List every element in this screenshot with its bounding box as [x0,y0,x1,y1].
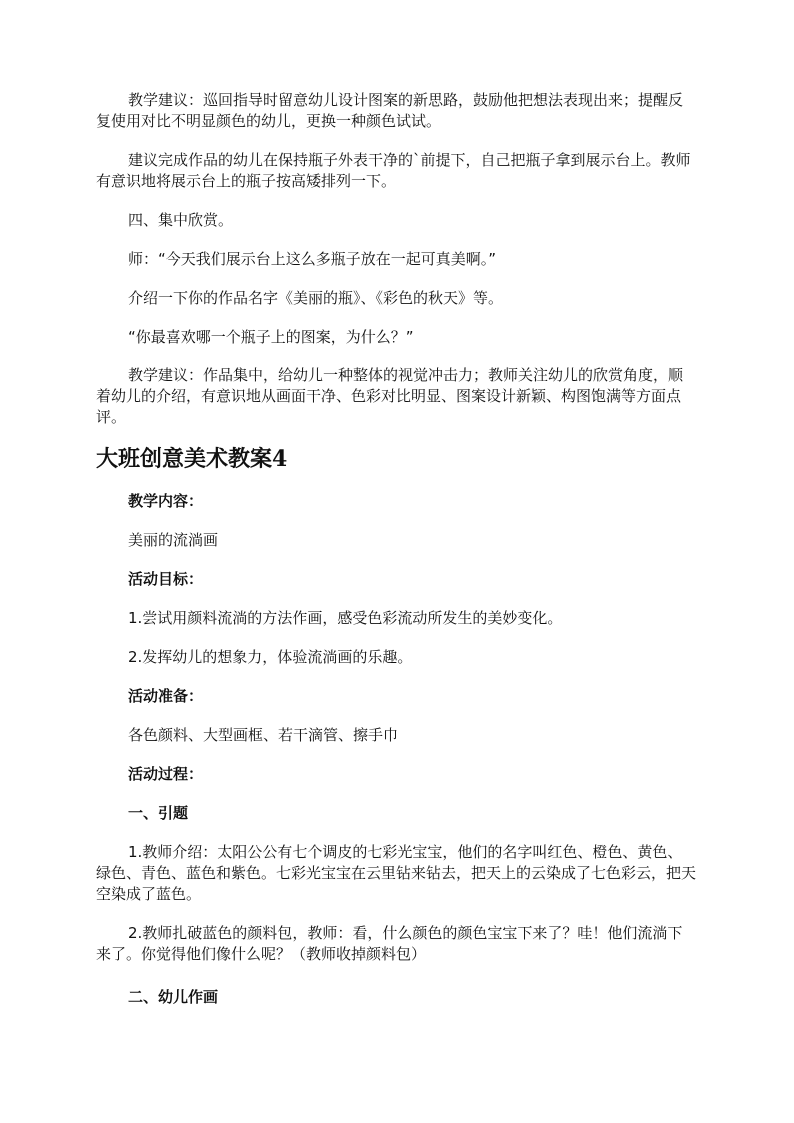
paragraph-teaching-suggestion-2: 教学建议：作品集中，给幼儿一种整体的视觉冲击力；教师关注幼儿的欣赏角度，顺着幼儿的介绍，有意识地从画面干净、色彩对比明显、图案设计新颖、构图饱满等方面点评。 [96,366,684,426]
step-one-item-2: 2.教师扎破蓝色的颜料包，教师：看，什么颜色的颜色宝宝下来了？哇！他们流淌下来了。你觉得他们像什么呢？（教师收掉颜料包） [96,924,683,963]
paragraph-teaching-suggestion-1: 教学建议：巡回指导时留意幼儿设计图案的新思路，鼓励他把想法表现出来；提醒反复使用对比不明显颜色的幼儿，更换一种颜色试试。 [96,91,684,130]
paragraph-favorite-question: “你最喜欢哪一个瓶子上的图案，为什么？” [128,328,414,346]
step-two-heading: 二、幼儿作画 [128,988,219,1006]
document-page [96,90,696,1008]
step-one-heading: 一、引题 [128,804,189,822]
preparation-text: 各色颜料、大型画框、若干滴管、擦手巾 [128,726,399,744]
teaching-content-text: 美丽的流淌画 [128,531,219,549]
label-activity-preparation: 活动准备： [128,687,204,705]
goal-item-2: 2.发挥幼儿的想象力，体验流淌画的乐趣。 [128,648,413,666]
paragraph-step-four: 四、集中欣赏。 [128,211,234,229]
label-activity-process: 活动过程： [128,765,204,783]
step-one-item-1: 1.教师介绍：太阳公公有七个调皮的七彩光宝宝，他们的名字叫红色、橙色、黄色、绿色、青色、蓝色和紫色。七彩光宝宝在云里钻来钻去，把天上的云染成了七色彩云，把天空染成了蓝色。 [96,843,697,903]
paragraph-display-suggestion: 建议完成作品的幼儿在保持瓶子外表干净的`前提下，自己把瓶子拿到展示台上。教师有意识地将展示台上的瓶子按高矮排列一下。 [96,151,691,190]
paragraph-introduce-work: 介绍一下你的作品名字《美丽的瓶》、《彩色的秋天》等。 [128,289,504,307]
paragraph-teacher-quote: 师：“今天我们展示台上这么多瓶子放在一起可真美啊。” [128,250,497,268]
label-activity-goals: 活动目标： [128,570,204,588]
label-teaching-content: 教学内容： [128,492,204,510]
section-title: 大班创意美术教案4 [96,446,288,472]
goal-item-1: 1.尝试用颜料流淌的方法作画，感受色彩流动所发生的美妙变化。 [128,609,563,627]
